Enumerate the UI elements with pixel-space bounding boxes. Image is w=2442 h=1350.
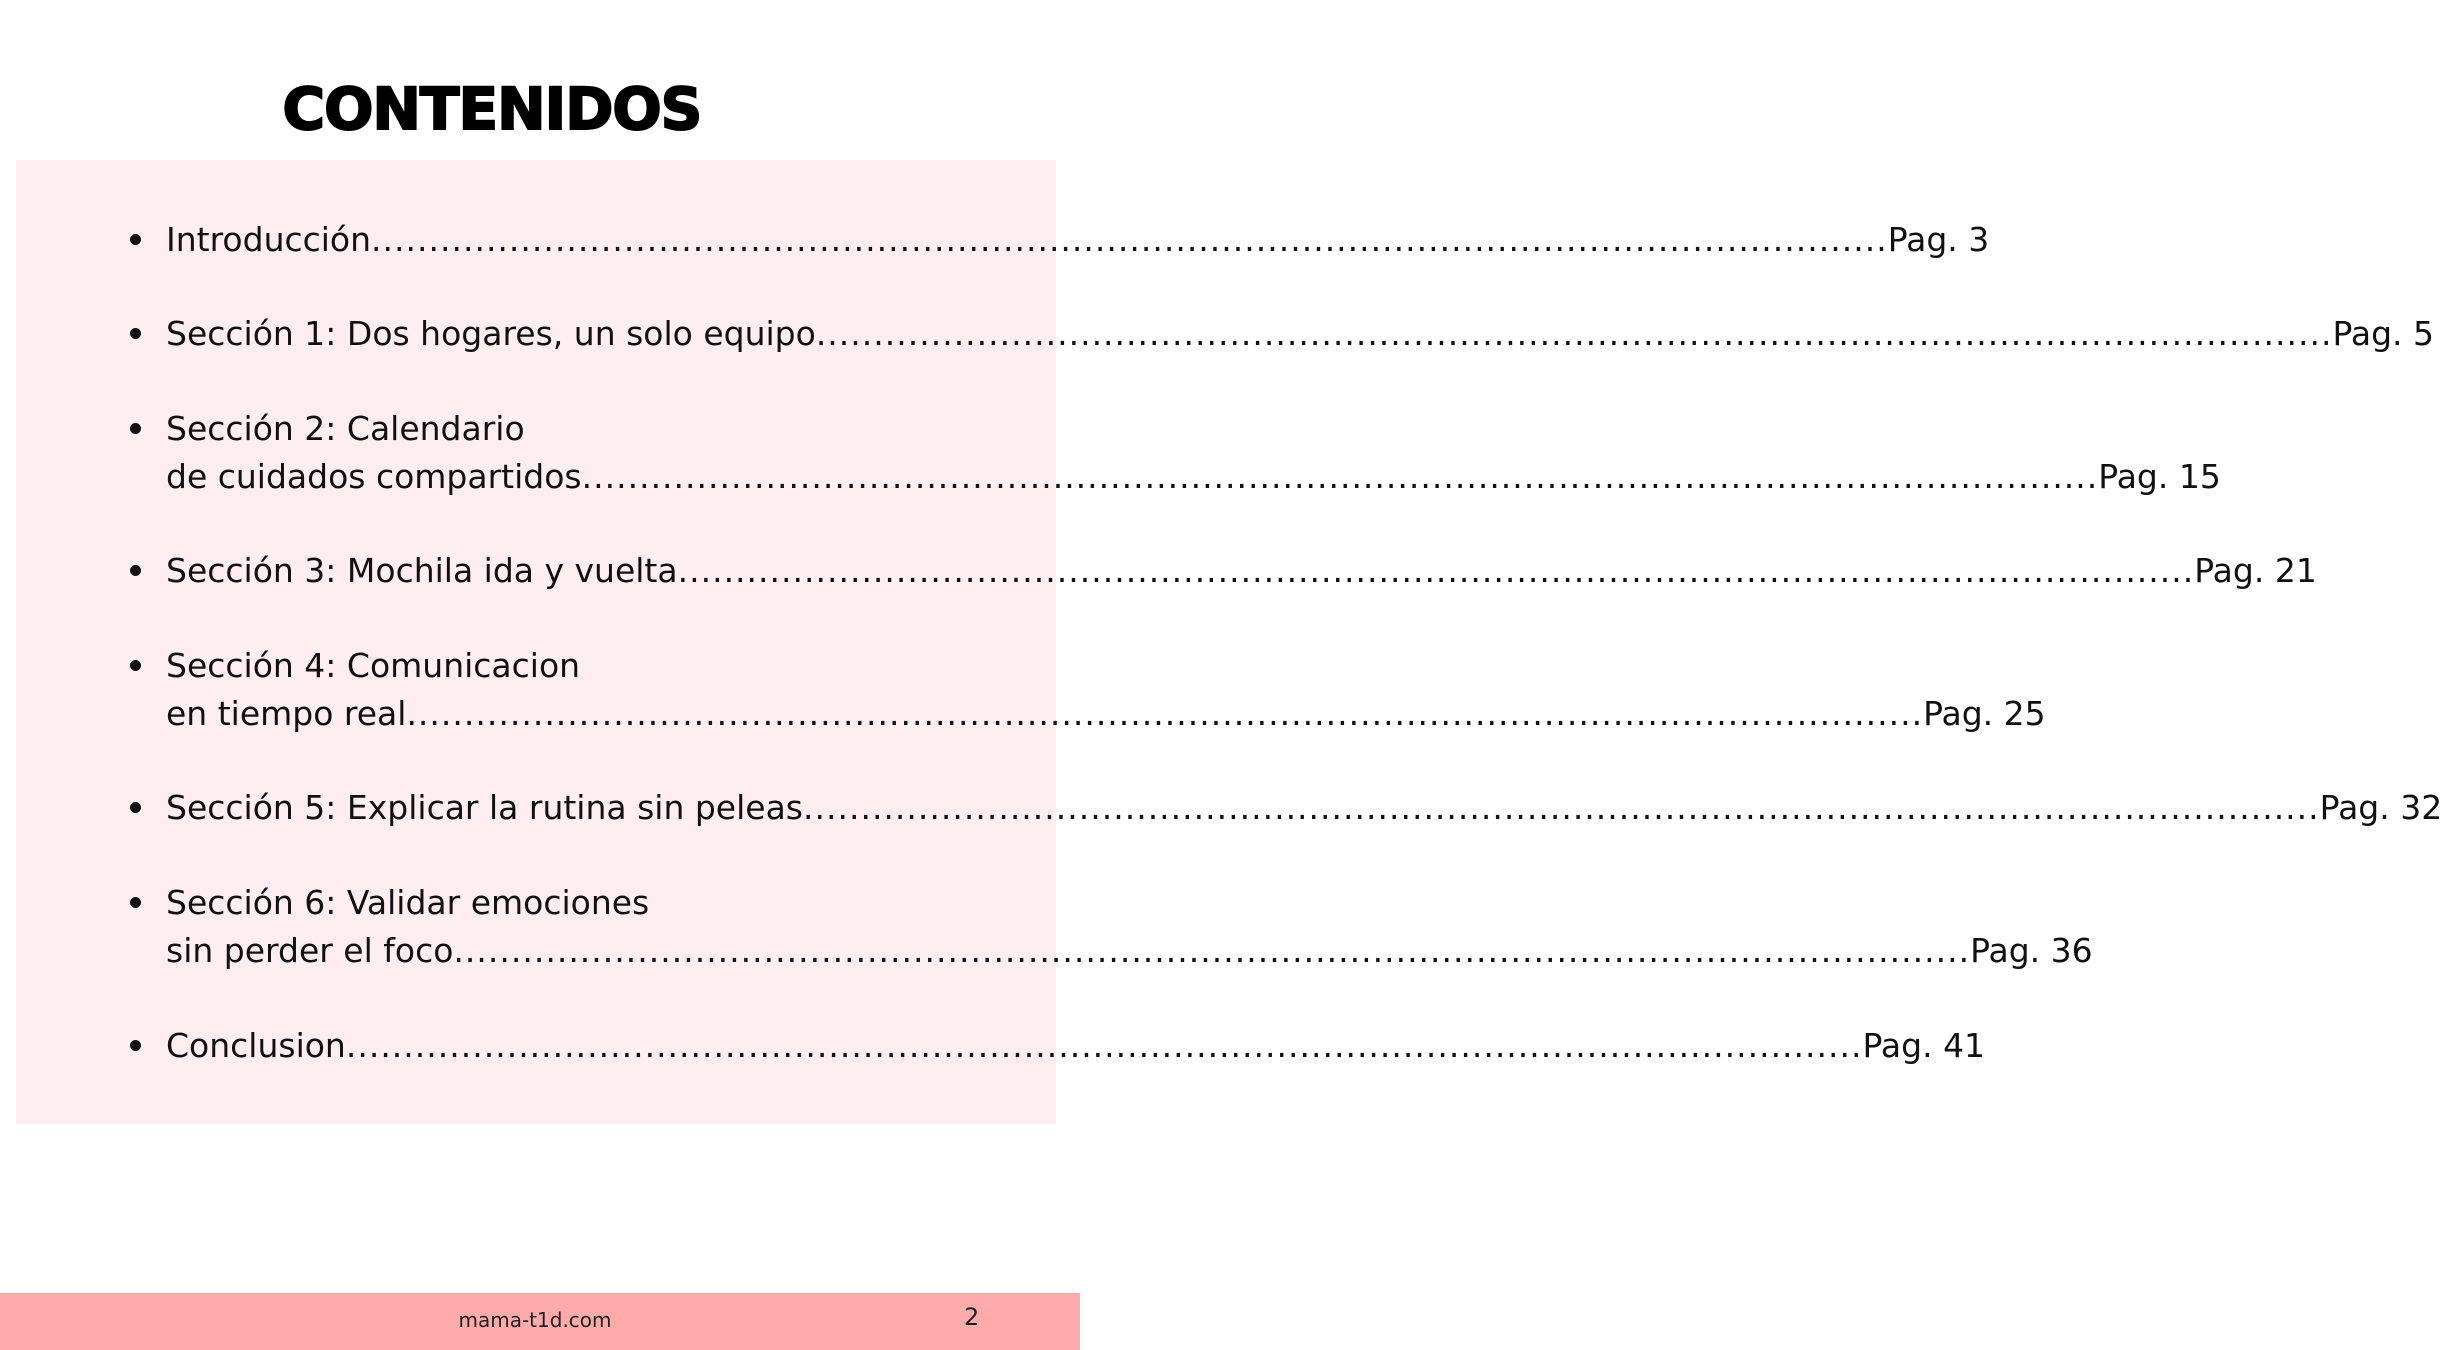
toc-entry-first-line: Sección 6: Validar emociones xyxy=(166,883,650,922)
toc-entry-title: Conclusion xyxy=(166,1026,346,1065)
toc-item-introduccion[interactable] xyxy=(130,216,1990,264)
toc-entry-line xyxy=(166,927,2093,975)
dot-leader: .................................................................................................................................... xyxy=(345,1026,1863,1065)
toc-entry-line xyxy=(166,310,2435,358)
toc-item-seccion-6[interactable] xyxy=(130,879,2093,975)
toc-entry-title: sin perder el foco xyxy=(166,931,454,970)
bullet-icon xyxy=(130,1040,141,1051)
toc-page-ref: Pag. 36 xyxy=(1970,931,2093,970)
dot-leader: .................................................................................................................................... xyxy=(581,457,2099,496)
toc-entry-line xyxy=(166,784,2442,832)
toc-entry-line xyxy=(166,216,1990,264)
toc-page-ref: Pag. 3 xyxy=(1887,220,1990,259)
page-number: 2 xyxy=(964,1303,980,1331)
bullet-icon xyxy=(130,328,141,339)
toc-entry-first-line: Sección 2: Calendario xyxy=(166,409,525,448)
toc-entry-line xyxy=(166,547,2317,595)
toc-page-ref: Pag. 21 xyxy=(2194,551,2317,590)
toc-item-seccion-2[interactable] xyxy=(130,405,2221,501)
toc-page-ref: Pag. 25 xyxy=(1923,694,2046,733)
dot-leader: .................................................................................................................................... xyxy=(453,931,1971,970)
toc-entry-line xyxy=(166,453,2221,501)
bullet-icon xyxy=(130,234,141,245)
toc-entry-title: de cuidados compartidos xyxy=(166,457,582,496)
toc-page-ref: Pag. 15 xyxy=(2098,457,2221,496)
toc-entry-first-line: Sección 4: Comunicacion xyxy=(166,646,581,685)
dot-leader: .................................................................................................................................... xyxy=(815,314,2333,353)
toc-page-ref: Pag. 41 xyxy=(1862,1026,1986,1065)
toc-entry-line xyxy=(166,690,2046,738)
toc-item-seccion-3[interactable] xyxy=(130,547,2317,595)
bullet-icon xyxy=(130,565,141,576)
toc-entry-title: en tiempo real xyxy=(166,694,407,733)
dot-leader: .................................................................................................................................... xyxy=(803,788,2320,827)
toc-entry-title: Sección 3: Mochila ida y vuelta xyxy=(166,551,678,590)
toc-item-seccion-4[interactable] xyxy=(130,642,2046,738)
toc-page-ref: Pag. 5 xyxy=(2332,314,2435,353)
toc-panel xyxy=(16,160,2442,1124)
toc-item-seccion-1[interactable] xyxy=(130,310,2435,358)
toc-entry-title: Introducción xyxy=(166,220,372,259)
bullet-icon xyxy=(130,660,141,671)
toc-entry-title: Sección 1: Dos hogares, un solo equipo xyxy=(166,314,816,353)
dot-leader: .................................................................................................................................... xyxy=(371,220,1888,259)
toc-item-seccion-5[interactable] xyxy=(130,784,2442,832)
toc-entry-title: Sección 5: Explicar la rutina sin peleas xyxy=(166,788,803,827)
dot-leader: .................................................................................................................................... xyxy=(677,551,2195,590)
toc-page-ref: Pag. 32 xyxy=(2319,788,2442,827)
toc-entry-line xyxy=(166,1022,1986,1070)
bullet-icon xyxy=(130,897,141,908)
bullet-icon xyxy=(130,802,141,813)
page-title: CONTENIDOS xyxy=(282,75,702,143)
dot-leader: .................................................................................................................................... xyxy=(406,694,1924,733)
footer-url[interactable]: mama-t1d.com xyxy=(458,1308,612,1332)
bullet-icon xyxy=(130,423,141,434)
toc-item-conclusion[interactable] xyxy=(130,1022,1986,1070)
page-footer xyxy=(0,1293,1080,1350)
